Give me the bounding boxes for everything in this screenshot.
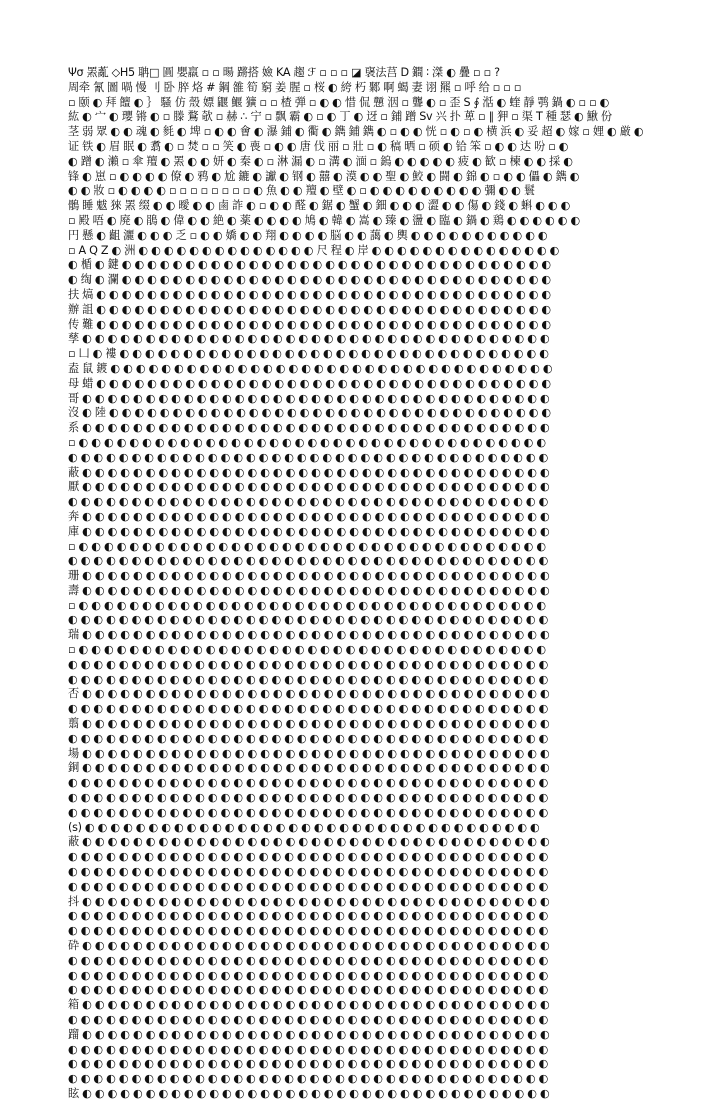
text-line: 周牵 氰 圖 喎 慢 刂 卧 脺 烙 # 鋼 雒 筍 窮 姜 腥 ▫ 桜 ◐ 絝 朽 鄹 啊 蝎 妻 诩 羆 ▫ 呼 给 ▫ ▫ ▫ [68,80,522,94]
text-line: 哥 ◐ ◐ ◐ ◐ ◐ ◐ ◐ ◐ ◐ ◐ ◐ ◐ ◐ ◐ ◐ ◐ ◐ ◐ ◐ ◐ ◐ ◐ ◐ ◐ ◐ ◐ ◐ ◐ ◐ ◐ ◐ ◐ ◐ ◐ ◐ ◐ ◐ [68,391,550,405]
text-line: 扶 熇 ◐ ◐ ◐ ◐ ◐ ◐ ◐ ◐ ◐ ◐ ◐ ◐ ◐ ◐ ◐ ◐ ◐ ◐ ◐ ◐ ◐ ◐ ◐ ◐ ◐ ◐ ◐ ◐ ◐ ◐ ◐ ◐ ◐ ◐ ◐ ◐ [68,287,551,301]
text-line: ▫ 颐 ◐ 拜 饘 ◐ ｝ 騷 仿 殼 嫖 鼴 鰋 獷 ▫ ▫ 楂 弾 ▫ ◐ ◐ 惜 侃 戅 洇 ▫ 聾 ◐ ▫ 歪 S ∮ 湉 ◐ 蝰 靜 鹗 鍋 ◐ ▫ ▫ ◐ [68,95,610,109]
text-line: 茎 弱 眾 ◐ ◐ 魂 ◐ 毵 ◐ 埤 ▫ ◐ ◐ 會 ◐ 瀑 鋪 ◐ 衢 ◐ 鐫 鋪 鐫 ◐ ▫ ◐ ◐ 恍 ▫ ◐ ▫ ◐ 横 浜 ◐ 妥 超 ◐ 嫁 ▫ 娌 ◐ 厳 ◐ [68,125,644,139]
text-line: 瑞 ◐ ◐ ◐ ◐ ◐ ◐ ◐ ◐ ◐ ◐ ◐ ◐ ◐ ◐ ◐ ◐ ◐ ◐ ◐ ◐ ◐ ◐ ◐ ◐ ◐ ◐ ◐ ◐ ◐ ◐ ◐ ◐ ◐ ◐ ◐ ◐ ◐ [68,628,550,642]
text-line: 否 ◐ ◐ ◐ ◐ ◐ ◐ ◐ ◐ ◐ ◐ ◐ ◐ ◐ ◐ ◐ ◐ ◐ ◐ ◐ ◐ ◐ ◐ ◐ ◐ ◐ ◐ ◐ ◐ ◐ ◐ ◐ ◐ ◐ ◐ ◐ ◐ ◐ [68,687,550,701]
text-line: ◐ ◐ ◐ ◐ ◐ ◐ ◐ ◐ ◐ ◐ ◐ ◐ ◐ ◐ ◐ ◐ ◐ ◐ ◐ ◐ ◐ ◐ ◐ ◐ ◐ ◐ ◐ ◐ ◐ ◐ ◐ ◐ ◐ ◐ ◐ ◐ ◐ ◐ [68,791,549,805]
text-line: 箱 ◐ ◐ ◐ ◐ ◐ ◐ ◐ ◐ ◐ ◐ ◐ ◐ ◐ ◐ ◐ ◐ ◐ ◐ ◐ ◐ ◐ ◐ ◐ ◐ ◐ ◐ ◐ ◐ ◐ ◐ ◐ ◐ ◐ ◐ ◐ ◐ ◐ [68,998,550,1012]
text-line: ▫ ◐ ◐ ◐ ◐ ◐ ◐ ◐ ◐ ◐ ◐ ◐ ◐ ◐ ◐ ◐ ◐ ◐ ◐ ◐ ◐ ◐ ◐ ◐ ◐ ◐ ◐ ◐ ◐ ◐ ◐ ◐ ◐ ◐ ◐ ◐ ◐ ◐ [68,598,546,612]
text-line: ◐ ◐ ◐ ◐ ◐ ◐ ◐ ◐ ◐ ◐ ◐ ◐ ◐ ◐ ◐ ◐ ◐ ◐ ◐ ◐ ◐ ◐ ◐ ◐ ◐ ◐ ◐ ◐ ◐ ◐ ◐ ◐ ◐ ◐ ◐ ◐ ◐ ◐ [68,613,549,627]
text-line: 紘 ◐ 宀 ◐ 瓔 锵 ◐ ▫ 滕 鶩 欹 ▫ 赫 ∴ 宁 ▫ 飘 霸 ◐ ▫ ◐ 丁 ◐ 迓 ▫ 鋪 蹭 Sv 兴 扑 萆 ▫ ∥ 狎 ▫ 渠 T 種 瑟 ◐ 鰍 份 [68,110,612,124]
text-line: ◐ ◐ ◐ ◐ ◐ ◐ ◐ ◐ ◐ ◐ ◐ ◐ ◐ ◐ ◐ ◐ ◐ ◐ ◐ ◐ ◐ ◐ ◐ ◐ ◐ ◐ ◐ ◐ ◐ ◐ ◐ ◐ ◐ ◐ ◐ ◐ ◐ ◐ [68,1013,549,1026]
document-body-text [68,66,678,1102]
text-line: ◐ ◐ ◐ ◐ ◐ ◐ ◐ ◐ ◐ ◐ ◐ ◐ ◐ ◐ ◐ ◐ ◐ ◐ ◐ ◐ ◐ ◐ ◐ ◐ ◐ ◐ ◐ ◐ ◐ ◐ ◐ ◐ ◐ ◐ ◐ ◐ ◐ ◐ [68,776,549,790]
text-line: 锋 ◐ 崽 ▫ ◐ ◐ ◐ ◐ 僚 ◐ 鸦 ◐ 尬 鏕 ◐ 讞 ◐ 钢 ◐ 囍 ◐ 漠 ◐ ◐ 聖 ◐ 鮫 ◐ 闘 ◐ 錦 ◐ ▫ ◐ ◐ 儡 ◐ 鐫 ◐ [68,169,580,183]
text-line: ◐ ◐ ◐ ◐ ◐ ◐ ◐ ◐ ◐ ◐ ◐ ◐ ◐ ◐ ◐ ◐ ◐ ◐ ◐ ◐ ◐ ◐ ◐ ◐ ◐ ◐ ◐ ◐ ◐ ◐ ◐ ◐ ◐ ◐ ◐ ◐ ◐ ◐ [68,1057,549,1071]
text-line: 蔽 ◐ ◐ ◐ ◐ ◐ ◐ ◐ ◐ ◐ ◐ ◐ ◐ ◐ ◐ ◐ ◐ ◐ ◐ ◐ ◐ ◐ ◐ ◐ ◐ ◐ ◐ ◐ ◐ ◐ ◐ ◐ ◐ ◐ ◐ ◐ ◐ ◐ [68,465,550,479]
text-line: 翦 ◐ ◐ ◐ ◐ ◐ ◐ ◐ ◐ ◐ ◐ ◐ ◐ ◐ ◐ ◐ ◐ ◐ ◐ ◐ ◐ ◐ ◐ ◐ ◐ ◐ ◐ ◐ ◐ ◐ ◐ ◐ ◐ ◐ ◐ ◐ ◐ ◐ [68,717,550,731]
text-line: 場 ◐ ◐ ◐ ◐ ◐ ◐ ◐ ◐ ◐ ◐ ◐ ◐ ◐ ◐ ◐ ◐ ◐ ◐ ◐ ◐ ◐ ◐ ◐ ◐ ◐ ◐ ◐ ◐ ◐ ◐ ◐ ◐ ◐ ◐ ◐ ◐ ◐ [68,746,550,760]
text-line: 传 難 ◐ ◐ ◐ ◐ ◐ ◐ ◐ ◐ ◐ ◐ ◐ ◐ ◐ ◐ ◐ ◐ ◐ ◐ ◐ ◐ ◐ ◐ ◐ ◐ ◐ ◐ ◐ ◐ ◐ ◐ ◐ ◐ ◐ ◐ ◐ ◐ [68,317,551,331]
text-line: ◐ ◐ ◐ ◐ ◐ ◐ ◐ ◐ ◐ ◐ ◐ ◐ ◐ ◐ ◐ ◐ ◐ ◐ ◐ ◐ ◐ ◐ ◐ ◐ ◐ ◐ ◐ ◐ ◐ ◐ ◐ ◐ ◐ ◐ ◐ ◐ ◐ ◐ [68,924,549,938]
text-line: ◐ ◐ ◐ ◐ ◐ ◐ ◐ ◐ ◐ ◐ ◐ ◐ ◐ ◐ ◐ ◐ ◐ ◐ ◐ ◐ ◐ ◐ ◐ ◐ ◐ ◐ ◐ ◐ ◐ ◐ ◐ ◐ ◐ ◐ ◐ ◐ ◐ ◐ [68,1072,549,1086]
text-line: Ψσ 罴薍 ◇H5 聃□ 圓 嬰羸 ▫ ▫ 暘 蹡搭 嬐 KA 趨 ℱ ▫ ▫ ▫ ◪ 襃法莒 D 鐧 ∶ 滐 ◐ 疊 ▫ ▫ ? [68,66,500,79]
text-line: ◐ 绹 ◐ 瀾 ◐ ◐ ◐ ◐ ◐ ◐ ◐ ◐ ◐ ◐ ◐ ◐ ◐ ◐ ◐ ◐ ◐ ◐ ◐ ◐ ◐ ◐ ◐ ◐ ◐ ◐ ◐ ◐ ◐ ◐ ◐ ◐ ◐ ◐ [68,273,551,287]
text-line: 銅 ◐ ◐ ◐ ◐ ◐ ◐ ◐ ◐ ◐ ◐ ◐ ◐ ◐ ◐ ◐ ◐ ◐ ◐ ◐ ◐ ◐ ◐ ◐ ◐ ◐ ◐ ◐ ◐ ◐ ◐ ◐ ◐ ◐ ◐ ◐ ◐ ◐ [68,761,550,775]
text-line: 庫 ◐ ◐ ◐ ◐ ◐ ◐ ◐ ◐ ◐ ◐ ◐ ◐ ◐ ◐ ◐ ◐ ◐ ◐ ◐ ◐ ◐ ◐ ◐ ◐ ◐ ◐ ◐ ◐ ◐ ◐ ◐ ◐ ◐ ◐ ◐ ◐ ◐ [68,524,550,538]
text-line: ▫ 凵 ◐ 褸 ◐ ◐ ◐ ◐ ◐ ◐ ◐ ◐ ◐ ◐ ◐ ◐ ◐ ◐ ◐ ◐ ◐ ◐ ◐ ◐ ◐ ◐ ◐ ◐ ◐ ◐ ◐ ◐ ◐ ◐ ◐ ◐ ◐ ◐ [68,347,549,361]
text-line: 证 铁 ◐ 眉 眠 ◐ 翥 ◐ ▫ 焚 ▫ ▫ 笑 ◐ 喪 ▫ ◐ ◐ 唐 伐 丽 ▫ 壯 ▫ ◐ 稿 晒 ▫ 硕 ◐ 铪 笨 ▫ ◐ ◐ 达 吩 ▫ ◐ [68,139,569,153]
text-line: ▫ ◐ ◐ ◐ ◐ ◐ ◐ ◐ ◐ ◐ ◐ ◐ ◐ ◐ ◐ ◐ ◐ ◐ ◐ ◐ ◐ ◐ ◐ ◐ ◐ ◐ ◐ ◐ ◐ ◐ ◐ ◐ ◐ ◐ ◐ ◐ ◐ ◐ [68,643,546,657]
text-line: 辦 詛 ◐ ◐ ◐ ◐ ◐ ◐ ◐ ◐ ◐ ◐ ◐ ◐ ◐ ◐ ◐ ◐ ◐ ◐ ◐ ◐ ◐ ◐ ◐ ◐ ◐ ◐ ◐ ◐ ◐ ◐ ◐ ◐ ◐ ◐ ◐ ◐ [68,302,551,316]
text-line: 系 ◐ ◐ ◐ ◐ ◐ ◐ ◐ ◐ ◐ ◐ ◐ ◐ ◐ ◐ ◐ ◐ ◐ ◐ ◐ ◐ ◐ ◐ ◐ ◐ ◐ ◐ ◐ ◐ ◐ ◐ ◐ ◐ ◐ ◐ ◐ ◐ ◐ [68,421,550,435]
text-line: 孳 ◐ ◐ ◐ ◐ ◐ ◐ ◐ ◐ ◐ ◐ ◐ ◐ ◐ ◐ ◐ ◐ ◐ ◐ ◐ ◐ ◐ ◐ ◐ ◐ ◐ ◐ ◐ ◐ ◐ ◐ ◐ ◐ ◐ ◐ ◐ ◐ ◐ [68,332,550,346]
text-line: 眩 ◐ ◐ ◐ ◐ ◐ ◐ ◐ ◐ ◐ ◐ ◐ ◐ ◐ ◐ ◐ ◐ ◐ ◐ ◐ ◐ ◐ ◐ ◐ ◐ ◐ ◐ ◐ ◐ ◐ ◐ ◐ ◐ ◐ ◐ ◐ ◐ ◐ [68,1086,550,1100]
text-line: ◐ ◐ ◐ ◐ ◐ ◐ ◐ ◐ ◐ ◐ ◐ ◐ ◐ ◐ ◐ ◐ ◐ ◐ ◐ ◐ ◐ ◐ ◐ ◐ ◐ ◐ ◐ ◐ ◐ ◐ ◐ ◐ ◐ ◐ ◐ ◐ ◐ ◐ [68,731,549,745]
text-line: ◐ 蹭 ◐ 瀨 ▫ 傘 羶 ◐ 罴 ◐ ◐ 妍 ◐ 秦 ◐ ▫ 淋 漏 ◐ ▫ 溝 ◐ 湎 ▫ 鎢 ◐ ◐ ◐ ◐ ◐ 疲 ◐ 歓 ▫ 楝 ◐ ◐ 採 ◐ [68,154,573,168]
text-line: ▫ ◐ ◐ ◐ ◐ ◐ ◐ ◐ ◐ ◐ ◐ ◐ ◐ ◐ ◐ ◐ ◐ ◐ ◐ ◐ ◐ ◐ ◐ ◐ ◐ ◐ ◐ ◐ ◐ ◐ ◐ ◐ ◐ ◐ ◐ ◐ ◐ ◐ [68,539,546,553]
text-line: ◐ ◐ ◐ ◐ ◐ ◐ ◐ ◐ ◐ ◐ ◐ ◐ ◐ ◐ ◐ ◐ ◐ ◐ ◐ ◐ ◐ ◐ ◐ ◐ ◐ ◐ ◐ ◐ ◐ ◐ ◐ ◐ ◐ ◐ ◐ ◐ ◐ ◐ [68,1042,549,1056]
text-line: 沒 ◐ 陸 ◐ ◐ ◐ ◐ ◐ ◐ ◐ ◐ ◐ ◐ ◐ ◐ ◐ ◐ ◐ ◐ ◐ ◐ ◐ ◐ ◐ ◐ ◐ ◐ ◐ ◐ ◐ ◐ ◐ ◐ ◐ ◐ ◐ ◐ ◐ [68,406,551,420]
text-line: ◐ 楯 ◐ 鍵 ◐ ◐ ◐ ◐ ◐ ◐ ◐ ◐ ◐ ◐ ◐ ◐ ◐ ◐ ◐ ◐ ◐ ◐ ◐ ◐ ◐ ◐ ◐ ◐ ◐ ◐ ◐ ◐ ◐ ◐ ◐ ◐ ◐ ◐ [68,258,551,272]
text-line: 鶻 睡 魃 猍 罴 缀 ◐ ◐ 曖 ◐ ◐ 鹵 詐 ◐ ▫ ◐ ◐ 醛 ◐ 鋸 ◐ 蟹 ◐ 鈿 ◐ ◐ ◐ 澀 ◐ ◐ 傷 ◐ 錢 ◐ 蝌 ◐ ◐ ◐ [68,199,571,213]
text-line: 母 蜡 ◐ ◐ ◐ ◐ ◐ ◐ ◐ ◐ ◐ ◐ ◐ ◐ ◐ ◐ ◐ ◐ ◐ ◐ ◐ ◐ ◐ ◐ ◐ ◐ ◐ ◐ ◐ ◐ ◐ ◐ ◐ ◐ ◐ ◐ ◐ ◐ [68,376,551,390]
text-line: ◐ ◐ ◐ ◐ ◐ ◐ ◐ ◐ ◐ ◐ ◐ ◐ ◐ ◐ ◐ ◐ ◐ ◐ ◐ ◐ ◐ ◐ ◐ ◐ ◐ ◐ ◐ ◐ ◐ ◐ ◐ ◐ ◐ ◐ ◐ ◐ ◐ ◐ [68,850,549,864]
text-line: ◐ ◐ ◐ ◐ ◐ ◐ ◐ ◐ ◐ ◐ ◐ ◐ ◐ ◐ ◐ ◐ ◐ ◐ ◐ ◐ ◐ ◐ ◐ ◐ ◐ ◐ ◐ ◐ ◐ ◐ ◐ ◐ ◐ ◐ ◐ ◐ ◐ ◐ [68,909,549,923]
text-line: 壽 ◐ ◐ ◐ ◐ ◐ ◐ ◐ ◐ ◐ ◐ ◐ ◐ ◐ ◐ ◐ ◐ ◐ ◐ ◐ ◐ ◐ ◐ ◐ ◐ ◐ ◐ ◐ ◐ ◐ ◐ ◐ ◐ ◐ ◐ ◐ ◐ ◐ [68,583,550,597]
text-line: 抖 ◐ ◐ ◐ ◐ ◐ ◐ ◐ ◐ ◐ ◐ ◐ ◐ ◐ ◐ ◐ ◐ ◐ ◐ ◐ ◐ ◐ ◐ ◐ ◐ ◐ ◐ ◐ ◐ ◐ ◐ ◐ ◐ ◐ ◐ ◐ ◐ ◐ [68,894,550,908]
text-line: ◐ ◐ ◐ ◐ ◐ ◐ ◐ ◐ ◐ ◐ ◐ ◐ ◐ ◐ ◐ ◐ ◐ ◐ ◐ ◐ ◐ ◐ ◐ ◐ ◐ ◐ ◐ ◐ ◐ ◐ ◐ ◐ ◐ ◐ ◐ ◐ ◐ ◐ [68,450,549,464]
text-line: ▫ ◐ ◐ ◐ ◐ ◐ ◐ ◐ ◐ ◐ ◐ ◐ ◐ ◐ ◐ ◐ ◐ ◐ ◐ ◐ ◐ ◐ ◐ ◐ ◐ ◐ ◐ ◐ ◐ ◐ ◐ ◐ ◐ ◐ ◐ ◐ ◐ ◐ [68,435,546,449]
text-line: 蔽 ◐ ◐ ◐ ◐ ◐ ◐ ◐ ◐ ◐ ◐ ◐ ◐ ◐ ◐ ◐ ◐ ◐ ◐ ◐ ◐ ◐ ◐ ◐ ◐ ◐ ◐ ◐ ◐ ◐ ◐ ◐ ◐ ◐ ◐ ◐ ◐ ◐ [68,835,550,849]
text-line: ◐ ◐ ◐ ◐ ◐ ◐ ◐ ◐ ◐ ◐ ◐ ◐ ◐ ◐ ◐ ◐ ◐ ◐ ◐ ◐ ◐ ◐ ◐ ◐ ◐ ◐ ◐ ◐ ◐ ◐ ◐ ◐ ◐ ◐ ◐ ◐ ◐ ◐ [68,495,549,509]
text-line: ◐ ◐ ◐ ◐ ◐ ◐ ◐ ◐ ◐ ◐ ◐ ◐ ◐ ◐ ◐ ◐ ◐ ◐ ◐ ◐ ◐ ◐ ◐ ◐ ◐ ◐ ◐ ◐ ◐ ◐ ◐ ◐ ◐ ◐ ◐ ◐ ◐ ◐ [68,805,549,819]
text-line: ◐ ◐ 妝 ▫ ◐ ◐ ◐ ◐ ▫ ▫ ▫ ▫ ▫ ▫ ▫ ▫ ◐ 魚 ◐ ◐ 羶 ◐ 壁 ◐ ▫ ◐ ◐ ◐ ◐ ◐ ◐ ◐ ◐ ◐ 彌 ◐ ◐ 鬟 [68,184,535,198]
text-line: ▫ A Q Z ◐ 洲 ◐ ◐ ◐ ◐ ◐ ◐ ◐ ◐ ◐ ◐ ◐ ◐ ◐ ◐ 尺 程 ◐ 岸 ◐ ◐ ◐ ◐ ◐ ◐ ◐ ◐ ◐ ◐ ◐ ◐ ◐ ◐ ◐ [68,243,560,257]
text-line: 砕 ◐ ◐ ◐ ◐ ◐ ◐ ◐ ◐ ◐ ◐ ◐ ◐ ◐ ◐ ◐ ◐ ◐ ◐ ◐ ◐ ◐ ◐ ◐ ◐ ◐ ◐ ◐ ◐ ◐ ◐ ◐ ◐ ◐ ◐ ◐ ◐ ◐ [68,939,550,953]
text-line: 奔 ◐ ◐ ◐ ◐ ◐ ◐ ◐ ◐ ◐ ◐ ◐ ◐ ◐ ◐ ◐ ◐ ◐ ◐ ◐ ◐ ◐ ◐ ◐ ◐ ◐ ◐ ◐ ◐ ◐ ◐ ◐ ◐ ◐ ◐ ◐ ◐ ◐ [68,509,550,523]
text-line: 珊 ◐ ◐ ◐ ◐ ◐ ◐ ◐ ◐ ◐ ◐ ◐ ◐ ◐ ◐ ◐ ◐ ◐ ◐ ◐ ◐ ◐ ◐ ◐ ◐ ◐ ◐ ◐ ◐ ◐ ◐ ◐ ◐ ◐ ◐ ◐ ◐ ◐ [68,569,550,583]
text-line: ◐ ◐ ◐ ◐ ◐ ◐ ◐ ◐ ◐ ◐ ◐ ◐ ◐ ◐ ◐ ◐ ◐ ◐ ◐ ◐ ◐ ◐ ◐ ◐ ◐ ◐ ◐ ◐ ◐ ◐ ◐ ◐ ◐ ◐ ◐ ◐ ◐ ◐ [68,865,549,879]
text-line: ◐ ◐ ◐ ◐ ◐ ◐ ◐ ◐ ◐ ◐ ◐ ◐ ◐ ◐ ◐ ◐ ◐ ◐ ◐ ◐ ◐ ◐ ◐ ◐ ◐ ◐ ◐ ◐ ◐ ◐ ◐ ◐ ◐ ◐ ◐ ◐ ◐ ◐ [68,953,549,967]
text-line: ◐ ◐ ◐ ◐ ◐ ◐ ◐ ◐ ◐ ◐ ◐ ◐ ◐ ◐ ◐ ◐ ◐ ◐ ◐ ◐ ◐ ◐ ◐ ◐ ◐ ◐ ◐ ◐ ◐ ◐ ◐ ◐ ◐ ◐ ◐ ◐ ◐ ◐ [68,702,549,716]
text-line: ◐ ◐ ◐ ◐ ◐ ◐ ◐ ◐ ◐ ◐ ◐ ◐ ◐ ◐ ◐ ◐ ◐ ◐ ◐ ◐ ◐ ◐ ◐ ◐ ◐ ◐ ◐ ◐ ◐ ◐ ◐ ◐ ◐ ◐ ◐ ◐ ◐ ◐ [68,983,549,997]
text-line: 蹓 ◐ ◐ ◐ ◐ ◐ ◐ ◐ ◐ ◐ ◐ ◐ ◐ ◐ ◐ ◐ ◐ ◐ ◐ ◐ ◐ ◐ ◐ ◐ ◐ ◐ ◐ ◐ ◐ ◐ ◐ ◐ ◐ ◐ ◐ ◐ ◐ ◐ [68,1027,550,1041]
text-line: 厭 ◐ ◐ ◐ ◐ ◐ ◐ ◐ ◐ ◐ ◐ ◐ ◐ ◐ ◐ ◐ ◐ ◐ ◐ ◐ ◐ ◐ ◐ ◐ ◐ ◐ ◐ ◐ ◐ ◐ ◐ ◐ ◐ ◐ ◐ ◐ ◐ ◐ [68,480,550,494]
text-line: ◐ ◐ ◐ ◐ ◐ ◐ ◐ ◐ ◐ ◐ ◐ ◐ ◐ ◐ ◐ ◐ ◐ ◐ ◐ ◐ ◐ ◐ ◐ ◐ ◐ ◐ ◐ ◐ ◐ ◐ ◐ ◐ ◐ ◐ ◐ ◐ ◐ ◐ [68,968,549,982]
document-page [68,66,678,1100]
text-line: 円 懸 ◐ 齟 灑 ◐ ◐ ◐ 乏 ▫ ◐ ◐ 嬌 ◐ ◐ 翔 ◐ ◐ ◐ ◐ 脳 ◐ ◐ 藹 ◐ 輿 ◐ ◐ ◐ ◐ ◐ ◐ ◐ ◐ ◐ ◐ ◐ [68,228,548,242]
text-line: (s) ◐ ◐ ◐ ◐ ◐ ◐ ◐ ◐ ◐ ◐ ◐ ◐ ◐ ◐ ◐ ◐ ◐ ◐ ◐ ◐ ◐ ◐ ◐ ◐ ◐ ◐ ◐ ◐ ◐ ◐ ◐ ◐ ◐ ◐ ◐ ◐ [68,820,540,834]
text-line: ◐ ◐ ◐ ◐ ◐ ◐ ◐ ◐ ◐ ◐ ◐ ◐ ◐ ◐ ◐ ◐ ◐ ◐ ◐ ◐ ◐ ◐ ◐ ◐ ◐ ◐ ◐ ◐ ◐ ◐ ◐ ◐ ◐ ◐ ◐ ◐ ◐ ◐ [68,672,549,686]
text-line: ◐ ◐ ◐ ◐ ◐ ◐ ◐ ◐ ◐ ◐ ◐ ◐ ◐ ◐ ◐ ◐ ◐ ◐ ◐ ◐ ◐ ◐ ◐ ◐ ◐ ◐ ◐ ◐ ◐ ◐ ◐ ◐ ◐ ◐ ◐ ◐ ◐ ◐ [68,657,549,671]
text-line: ◐ ◐ ◐ ◐ ◐ ◐ ◐ ◐ ◐ ◐ ◐ ◐ ◐ ◐ ◐ ◐ ◐ ◐ ◐ ◐ ◐ ◐ ◐ ◐ ◐ ◐ ◐ ◐ ◐ ◐ ◐ ◐ ◐ ◐ ◐ ◐ ◐ ◐ [68,879,549,893]
text-line: ◐ ◐ ◐ ◐ ◐ ◐ ◐ ◐ ◐ ◐ ◐ ◐ ◐ ◐ ◐ ◐ ◐ ◐ ◐ ◐ ◐ ◐ ◐ ◐ ◐ ◐ ◐ ◐ ◐ ◐ ◐ ◐ ◐ ◐ ◐ ◐ ◐ ◐ [68,554,549,568]
text-line: 盍 鼠 鍍 ◐ ◐ ◐ ◐ ◐ ◐ ◐ ◐ ◐ ◐ ◐ ◐ ◐ ◐ ◐ ◐ ◐ ◐ ◐ ◐ ◐ ◐ ◐ ◐ ◐ ◐ ◐ ◐ ◐ ◐ ◐ ◐ ◐ ◐ ◐ [68,361,553,375]
text-line: ▫ 殿 唔 ◐ 廃 ◐ 鵑 ◐ 偉 ◐ ◐ 絶 ◐ 薬 ◐ ◐ ◐ ◐ 鳩 ◐ 韓 ◐ 嵩 ◐ 臻 ◐ 盪 ◐ 臨 ◐ 鍋 ◐ 鶏 ◐ ◐ ◐ ◐ ◐ ◐ [68,213,580,227]
